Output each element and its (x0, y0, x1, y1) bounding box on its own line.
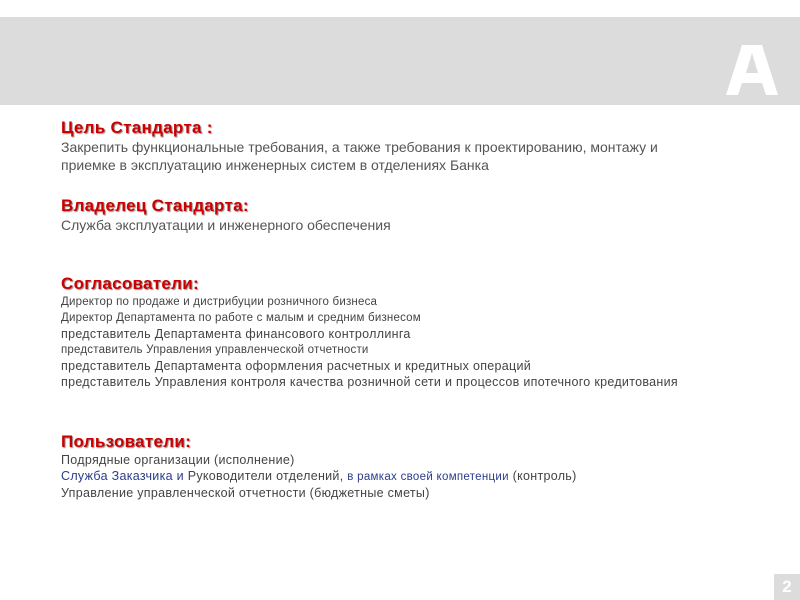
owner-text: Служба эксплуатации и инженерного обеспечения (61, 217, 391, 233)
document-content (61, 118, 791, 501)
goal-section (61, 118, 791, 174)
users-section (61, 432, 791, 501)
approver-item: представитель Департамента финансового контроллинга (61, 327, 411, 341)
users-line-3: Управление управленческой отчетности (бюджетные сметы) (61, 486, 430, 500)
users-line-2 (61, 468, 791, 485)
approver-item: Директор по продаже и дистрибуции розничного бизнеса (61, 296, 378, 308)
owner-section (61, 196, 791, 234)
competence-text: в рамках своей компетенции (347, 471, 509, 483)
approver-item: представитель Управления управленческой отчетности (61, 344, 369, 356)
approver-item: представитель Департамента оформления расчетных и кредитных операций (61, 359, 532, 373)
goal-text-line-2: приемке в эксплуатацию инженерных систем в отделениях Банка (61, 157, 489, 173)
users-heading: Пользователи: (61, 432, 192, 451)
customer-service-text: Служба Заказчика и (61, 469, 184, 483)
page-number: 2 (774, 574, 800, 600)
approver-item: представитель Управления контроля качества розничной сети и процессов ипотечного кредитования (61, 375, 678, 389)
approver-item: Директор Департамента по работе с малым и средним бизнесом (61, 312, 421, 324)
owner-heading: Владелец Стандарта: (61, 196, 249, 215)
alfa-bank-logo (724, 39, 780, 117)
header-band (0, 17, 800, 105)
users-line-1: Подрядные организации (исполнение) (61, 453, 295, 467)
goal-heading: Цель Стандарта : (61, 118, 213, 137)
goal-text-line-1: Закрепить функциональные требования, а также требования к проектированию, монтажу и (61, 139, 658, 155)
branch-heads-text: Руководители отделений, (183, 469, 348, 483)
approvers-heading: Согласователи: (61, 274, 199, 293)
approvers-section (61, 274, 791, 390)
control-text: (контроль) (508, 469, 577, 483)
